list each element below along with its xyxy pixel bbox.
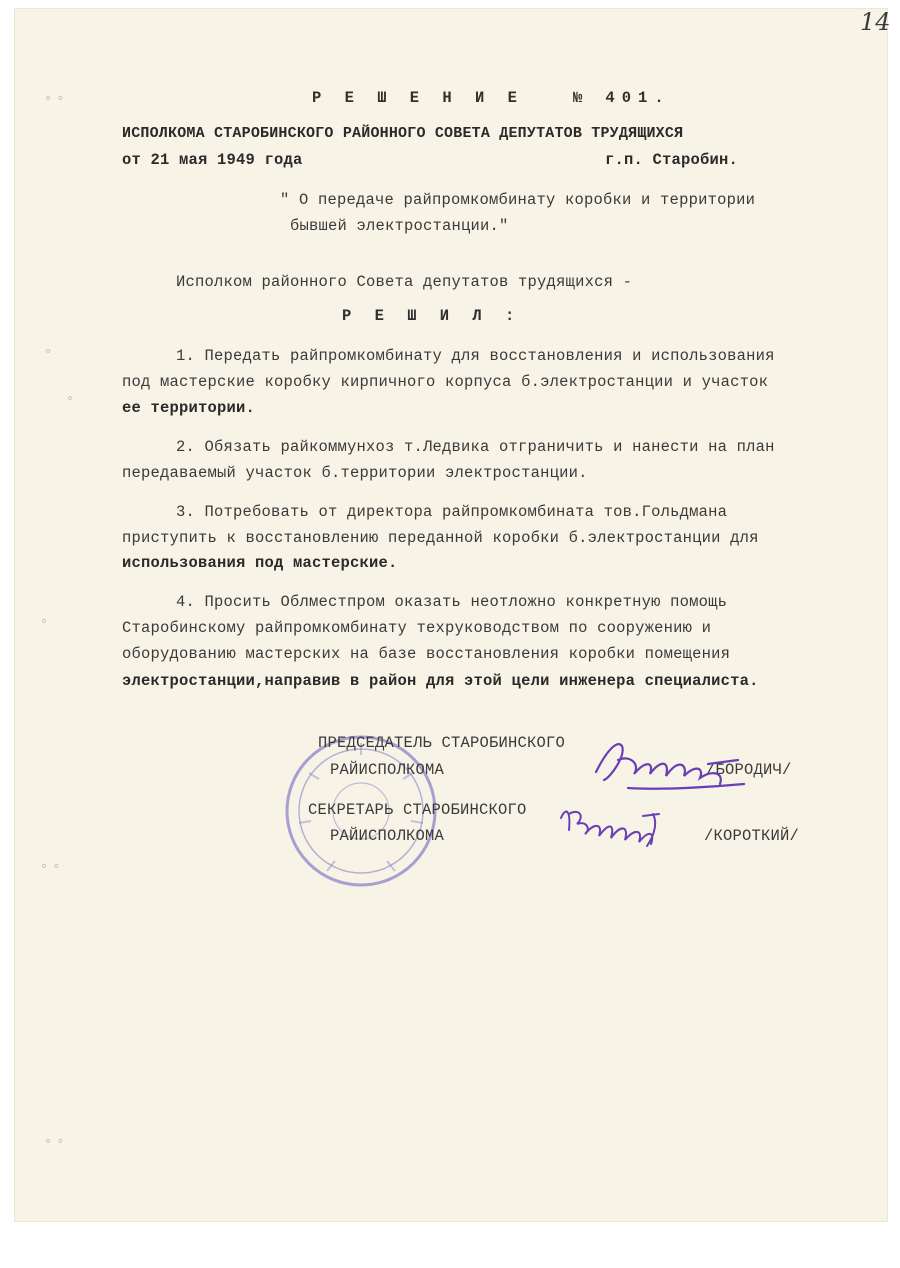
decided-heading: Р Е Ш И Л :	[342, 307, 522, 325]
preamble-line: Исполком районного Совета депутатов трудящихся -	[176, 273, 633, 291]
page-number: 14	[860, 8, 891, 36]
secretary-name: /КОРОТКИЙ/	[704, 827, 800, 845]
item-4-line-3: оборудованию мастерских на базе восстановления коробки помещения	[122, 645, 731, 663]
issuer-line: ИСПОЛКОМА СТАРОБИНСКОГО РАЙОННОГО СОВЕТА ДЕПУТАТОВ ТРУДЯЩИХСЯ	[122, 125, 684, 142]
decision-date: от 21 мая 1949 года	[122, 151, 303, 169]
chair-handwritten-signature	[588, 730, 758, 800]
item-3-line-1: 3. Потребовать от директора райпромкомбината тов.Гольдмана	[176, 503, 728, 521]
item-4-line-4: электростанции,направив в район для этой цели инженера специалиста.	[122, 672, 759, 690]
decision-place: г.п. Старобин.	[605, 151, 739, 169]
secretary-title-line-1: СЕКРЕТАРЬ СТАРОБИНСКОГО	[308, 801, 527, 819]
chair-title-line-1: ПРЕДСЕДАТЕЛЬ СТАРОБИНСКОГО	[318, 734, 566, 752]
subject-line-1: " О передаче райпромкомбинату коробки и территории	[280, 191, 756, 209]
item-1-line-3: ее территории.	[122, 399, 256, 417]
item-4-line-1: 4. Просить Облместпром оказать неотложно конкретную помощь	[176, 593, 728, 611]
item-3-line-2: приступить к восстановлению переданной коробки б.электростанции для	[122, 529, 759, 547]
chair-name: /БОРОДИЧ/	[706, 761, 792, 779]
item-2-line-1: 2. Обязать райкоммунхоз т.Ледвика отграничить и нанести на план	[176, 438, 775, 456]
secretary-title-line-2: РАЙИСПОЛКОМА	[330, 827, 445, 845]
item-3-line-3: использования под мастерские.	[122, 554, 398, 572]
item-4-line-2: Старобинскому райпромкомбинату техруководством по сооружению и	[122, 619, 712, 637]
subject-line-2: бывшей электростанции."	[290, 217, 509, 235]
item-1-line-2: под мастерские коробку кирпичного корпуса б.электростанции и участок	[122, 373, 769, 391]
item-1-line-1: 1. Передать райпромкомбинату для восстановления и использования	[176, 347, 775, 365]
item-2-line-2: передаваемый участок б.территории электростанции.	[122, 464, 588, 482]
secretary-handwritten-signature	[555, 800, 675, 850]
decision-title: Р Е Ш Е Н И Е № 401.	[312, 89, 671, 107]
chair-title-line-2: РАЙИСПОЛКОМА	[330, 761, 445, 779]
